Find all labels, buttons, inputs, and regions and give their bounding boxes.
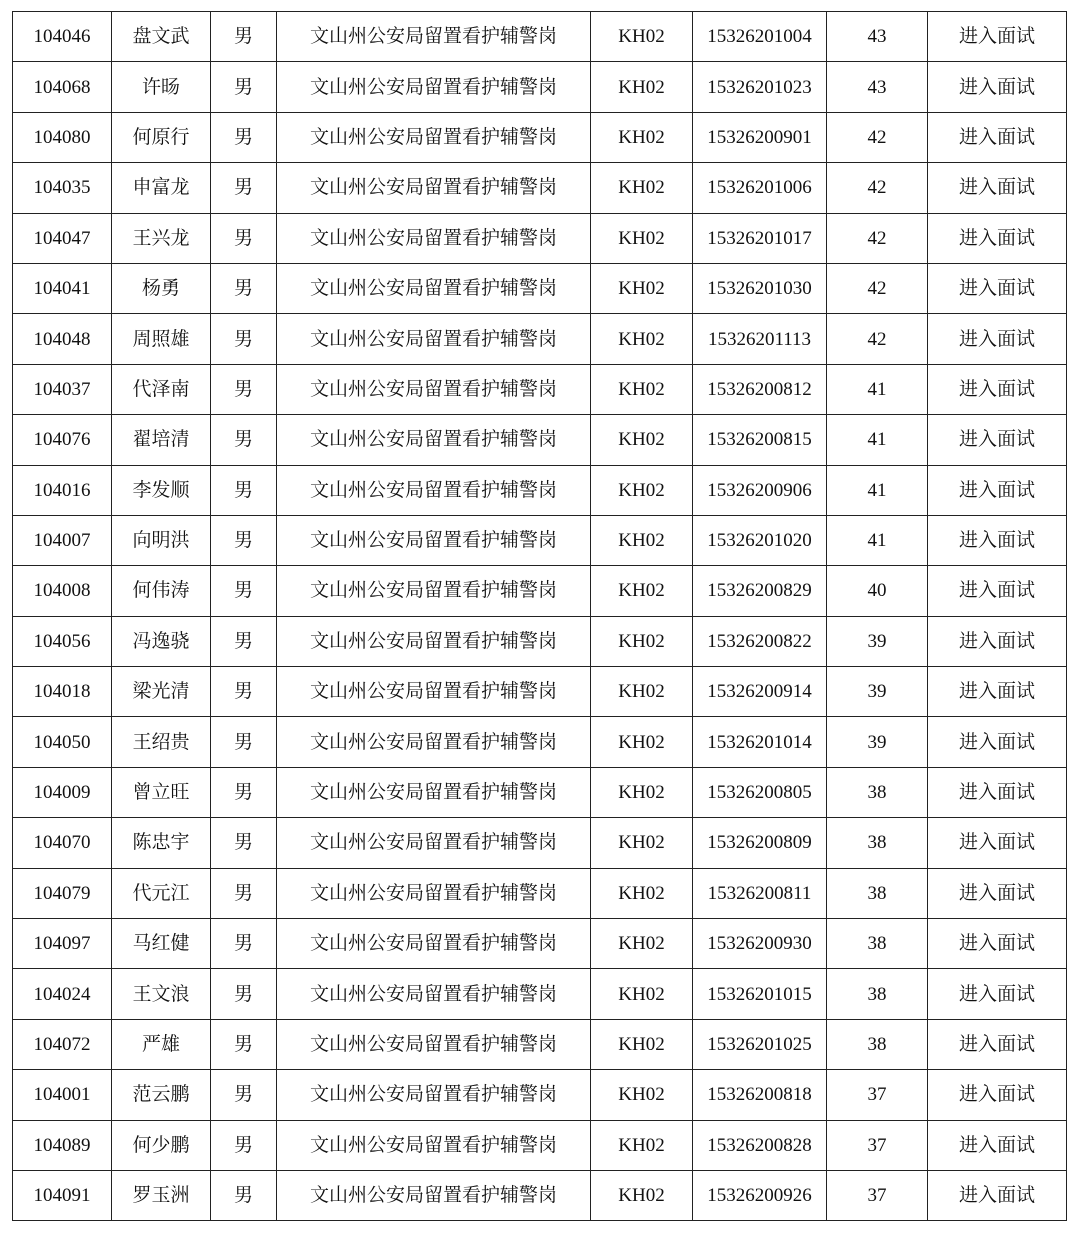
- table-row: [13, 767, 1067, 817]
- position-code-cell: KH02: [591, 969, 693, 1019]
- score-cell: 41: [827, 415, 928, 465]
- table-row: [13, 1170, 1067, 1220]
- gender-cell: 男: [211, 415, 277, 465]
- table-row: [13, 717, 1067, 767]
- candidate-name-cell: 代元江: [112, 868, 211, 918]
- candidate-id-cell: 104035: [13, 163, 112, 213]
- ticket-number-cell: 15326201020: [693, 515, 827, 565]
- candidate-name-cell: 王绍贵: [112, 717, 211, 767]
- status-cell: 进入面试: [928, 263, 1067, 313]
- ticket-number-cell: 15326201004: [693, 12, 827, 62]
- gender-cell: 男: [211, 1120, 277, 1170]
- table-row: [13, 1070, 1067, 1120]
- ticket-number-cell: 15326200811: [693, 868, 827, 918]
- position-cell: 文山州公安局留置看护辅警岗: [277, 1170, 591, 1220]
- ticket-number-cell: 15326200805: [693, 767, 827, 817]
- score-cell: 37: [827, 1070, 928, 1120]
- gender-cell: 男: [211, 566, 277, 616]
- candidate-name-cell: 周照雄: [112, 314, 211, 364]
- gender-cell: 男: [211, 1019, 277, 1069]
- gender-cell: 男: [211, 314, 277, 364]
- status-cell: 进入面试: [928, 566, 1067, 616]
- candidate-id-cell: 104097: [13, 919, 112, 969]
- status-cell: 进入面试: [928, 314, 1067, 364]
- table-row: [13, 919, 1067, 969]
- candidate-name-cell: 向明洪: [112, 515, 211, 565]
- status-cell: 进入面试: [928, 1070, 1067, 1120]
- score-cell: 39: [827, 667, 928, 717]
- status-cell: 进入面试: [928, 969, 1067, 1019]
- score-cell: 38: [827, 868, 928, 918]
- position-code-cell: KH02: [591, 163, 693, 213]
- score-cell: 38: [827, 1019, 928, 1069]
- status-cell: 进入面试: [928, 1170, 1067, 1220]
- status-cell: 进入面试: [928, 1120, 1067, 1170]
- candidate-name-cell: 曾立旺: [112, 767, 211, 817]
- position-cell: 文山州公安局留置看护辅警岗: [277, 667, 591, 717]
- ticket-number-cell: 15326201113: [693, 314, 827, 364]
- gender-cell: 男: [211, 767, 277, 817]
- candidate-name-cell: 何伟涛: [112, 566, 211, 616]
- candidate-id-cell: 104046: [13, 12, 112, 62]
- ticket-number-cell: 15326200822: [693, 616, 827, 666]
- ticket-number-cell: 15326200930: [693, 919, 827, 969]
- gender-cell: 男: [211, 1070, 277, 1120]
- ticket-number-cell: 15326201015: [693, 969, 827, 1019]
- position-cell: 文山州公安局留置看护辅警岗: [277, 112, 591, 162]
- candidate-name-cell: 何少鹏: [112, 1120, 211, 1170]
- status-cell: 进入面试: [928, 767, 1067, 817]
- score-cell: 38: [827, 767, 928, 817]
- position-code-cell: KH02: [591, 12, 693, 62]
- position-cell: 文山州公安局留置看护辅警岗: [277, 314, 591, 364]
- gender-cell: 男: [211, 717, 277, 767]
- table-row: [13, 465, 1067, 515]
- score-cell: 42: [827, 163, 928, 213]
- gender-cell: 男: [211, 616, 277, 666]
- score-cell: 41: [827, 465, 928, 515]
- ticket-number-cell: 15326200901: [693, 112, 827, 162]
- candidate-id-cell: 104068: [13, 62, 112, 112]
- status-cell: 进入面试: [928, 515, 1067, 565]
- candidate-name-cell: 罗玉洲: [112, 1170, 211, 1220]
- position-cell: 文山州公安局留置看护辅警岗: [277, 12, 591, 62]
- gender-cell: 男: [211, 969, 277, 1019]
- score-cell: 42: [827, 263, 928, 313]
- candidate-name-cell: 马红健: [112, 919, 211, 969]
- candidate-id-cell: 104076: [13, 415, 112, 465]
- status-cell: 进入面试: [928, 1019, 1067, 1069]
- status-cell: 进入面试: [928, 868, 1067, 918]
- status-cell: 进入面试: [928, 364, 1067, 414]
- score-cell: 41: [827, 364, 928, 414]
- table-row: [13, 515, 1067, 565]
- position-cell: 文山州公安局留置看护辅警岗: [277, 1120, 591, 1170]
- table-row: [13, 213, 1067, 263]
- candidate-id-cell: 104070: [13, 818, 112, 868]
- gender-cell: 男: [211, 62, 277, 112]
- score-cell: 41: [827, 515, 928, 565]
- gender-cell: 男: [211, 465, 277, 515]
- candidate-name-cell: 翟培清: [112, 415, 211, 465]
- position-code-cell: KH02: [591, 314, 693, 364]
- position-cell: 文山州公安局留置看护辅警岗: [277, 62, 591, 112]
- gender-cell: 男: [211, 163, 277, 213]
- candidate-id-cell: 104080: [13, 112, 112, 162]
- ticket-number-cell: 15326201006: [693, 163, 827, 213]
- candidate-id-cell: 104050: [13, 717, 112, 767]
- position-code-cell: KH02: [591, 566, 693, 616]
- candidate-name-cell: 李发顺: [112, 465, 211, 515]
- candidate-name-cell: 杨勇: [112, 263, 211, 313]
- candidate-id-cell: 104089: [13, 1120, 112, 1170]
- table-row: [13, 314, 1067, 364]
- position-cell: 文山州公安局留置看护辅警岗: [277, 364, 591, 414]
- table-row: [13, 112, 1067, 162]
- candidate-name-cell: 代泽南: [112, 364, 211, 414]
- table-row: [13, 1019, 1067, 1069]
- status-cell: 进入面试: [928, 163, 1067, 213]
- position-code-cell: KH02: [591, 667, 693, 717]
- position-code-cell: KH02: [591, 616, 693, 666]
- table-row: [13, 566, 1067, 616]
- position-cell: 文山州公安局留置看护辅警岗: [277, 1070, 591, 1120]
- position-code-cell: KH02: [591, 112, 693, 162]
- ticket-number-cell: 15326201017: [693, 213, 827, 263]
- table-row: [13, 12, 1067, 62]
- score-cell: 38: [827, 969, 928, 1019]
- position-code-cell: KH02: [591, 213, 693, 263]
- position-code-cell: KH02: [591, 767, 693, 817]
- candidate-id-cell: 104008: [13, 566, 112, 616]
- gender-cell: 男: [211, 515, 277, 565]
- score-cell: 37: [827, 1120, 928, 1170]
- table-row: [13, 667, 1067, 717]
- position-code-cell: KH02: [591, 1120, 693, 1170]
- score-cell: 42: [827, 112, 928, 162]
- position-code-cell: KH02: [591, 465, 693, 515]
- status-cell: 进入面试: [928, 62, 1067, 112]
- status-cell: 进入面试: [928, 717, 1067, 767]
- ticket-number-cell: 15326201014: [693, 717, 827, 767]
- position-code-cell: KH02: [591, 717, 693, 767]
- ticket-number-cell: 15326200914: [693, 667, 827, 717]
- status-cell: 进入面试: [928, 919, 1067, 969]
- status-cell: 进入面试: [928, 465, 1067, 515]
- position-code-cell: KH02: [591, 364, 693, 414]
- table-row: [13, 616, 1067, 666]
- position-code-cell: KH02: [591, 1070, 693, 1120]
- gender-cell: 男: [211, 213, 277, 263]
- position-cell: 文山州公安局留置看护辅警岗: [277, 616, 591, 666]
- status-cell: 进入面试: [928, 667, 1067, 717]
- position-cell: 文山州公安局留置看护辅警岗: [277, 163, 591, 213]
- candidate-name-cell: 王兴龙: [112, 213, 211, 263]
- gender-cell: 男: [211, 112, 277, 162]
- position-code-cell: KH02: [591, 415, 693, 465]
- position-cell: 文山州公安局留置看护辅警岗: [277, 515, 591, 565]
- candidate-name-cell: 何原行: [112, 112, 211, 162]
- candidate-id-cell: 104056: [13, 616, 112, 666]
- candidate-name-cell: 冯逸骁: [112, 616, 211, 666]
- ticket-number-cell: 15326200906: [693, 465, 827, 515]
- table-row: [13, 62, 1067, 112]
- candidate-id-cell: 104009: [13, 767, 112, 817]
- position-cell: 文山州公安局留置看护辅警岗: [277, 818, 591, 868]
- candidate-name-cell: 许旸: [112, 62, 211, 112]
- gender-cell: 男: [211, 667, 277, 717]
- table-row: [13, 868, 1067, 918]
- table-row: [13, 163, 1067, 213]
- score-cell: 43: [827, 62, 928, 112]
- table-row: [13, 263, 1067, 313]
- score-cell: 38: [827, 919, 928, 969]
- position-cell: 文山州公安局留置看护辅警岗: [277, 969, 591, 1019]
- ticket-number-cell: 15326200818: [693, 1070, 827, 1120]
- score-cell: 39: [827, 717, 928, 767]
- position-cell: 文山州公安局留置看护辅警岗: [277, 1019, 591, 1069]
- candidate-id-cell: 104072: [13, 1019, 112, 1069]
- candidate-name-cell: 严雄: [112, 1019, 211, 1069]
- gender-cell: 男: [211, 263, 277, 313]
- position-code-cell: KH02: [591, 868, 693, 918]
- position-cell: 文山州公安局留置看护辅警岗: [277, 919, 591, 969]
- score-cell: 40: [827, 566, 928, 616]
- candidate-id-cell: 104024: [13, 969, 112, 1019]
- gender-cell: 男: [211, 919, 277, 969]
- status-cell: 进入面试: [928, 112, 1067, 162]
- gender-cell: 男: [211, 818, 277, 868]
- position-cell: 文山州公安局留置看护辅警岗: [277, 767, 591, 817]
- table-row: [13, 364, 1067, 414]
- ticket-number-cell: 15326201030: [693, 263, 827, 313]
- candidate-id-cell: 104001: [13, 1070, 112, 1120]
- gender-cell: 男: [211, 1170, 277, 1220]
- position-cell: 文山州公安局留置看护辅警岗: [277, 415, 591, 465]
- candidate-name-cell: 陈忠宇: [112, 818, 211, 868]
- table-row: [13, 415, 1067, 465]
- score-cell: 42: [827, 314, 928, 364]
- candidate-name-cell: 梁光清: [112, 667, 211, 717]
- table-row: [13, 818, 1067, 868]
- position-cell: 文山州公安局留置看护辅警岗: [277, 717, 591, 767]
- position-code-cell: KH02: [591, 1019, 693, 1069]
- ticket-number-cell: 15326200812: [693, 364, 827, 414]
- candidate-id-cell: 104079: [13, 868, 112, 918]
- position-cell: 文山州公安局留置看护辅警岗: [277, 465, 591, 515]
- status-cell: 进入面试: [928, 12, 1067, 62]
- candidate-id-cell: 104016: [13, 465, 112, 515]
- candidate-name-cell: 王文浪: [112, 969, 211, 1019]
- candidate-name-cell: 范云鹏: [112, 1070, 211, 1120]
- status-cell: 进入面试: [928, 415, 1067, 465]
- candidate-id-cell: 104091: [13, 1170, 112, 1220]
- gender-cell: 男: [211, 364, 277, 414]
- score-cell: 43: [827, 12, 928, 62]
- position-code-cell: KH02: [591, 1170, 693, 1220]
- ticket-number-cell: 15326201023: [693, 62, 827, 112]
- score-cell: 38: [827, 818, 928, 868]
- ticket-number-cell: 15326200815: [693, 415, 827, 465]
- status-cell: 进入面试: [928, 818, 1067, 868]
- gender-cell: 男: [211, 12, 277, 62]
- table-row: [13, 969, 1067, 1019]
- ticket-number-cell: 15326200829: [693, 566, 827, 616]
- position-code-cell: KH02: [591, 62, 693, 112]
- ticket-number-cell: 15326200926: [693, 1170, 827, 1220]
- score-cell: 39: [827, 616, 928, 666]
- candidate-id-cell: 104037: [13, 364, 112, 414]
- candidate-name-cell: 申富龙: [112, 163, 211, 213]
- score-cell: 42: [827, 213, 928, 263]
- score-cell: 37: [827, 1170, 928, 1220]
- ticket-number-cell: 15326200809: [693, 818, 827, 868]
- candidate-id-cell: 104048: [13, 314, 112, 364]
- position-cell: 文山州公安局留置看护辅警岗: [277, 263, 591, 313]
- position-code-cell: KH02: [591, 515, 693, 565]
- position-cell: 文山州公安局留置看护辅警岗: [277, 566, 591, 616]
- position-cell: 文山州公安局留置看护辅警岗: [277, 213, 591, 263]
- candidate-id-cell: 104047: [13, 213, 112, 263]
- candidate-id-cell: 104041: [13, 263, 112, 313]
- position-code-cell: KH02: [591, 919, 693, 969]
- results-table: [12, 11, 1067, 1221]
- candidate-id-cell: 104018: [13, 667, 112, 717]
- status-cell: 进入面试: [928, 213, 1067, 263]
- status-cell: 进入面试: [928, 616, 1067, 666]
- gender-cell: 男: [211, 868, 277, 918]
- candidate-id-cell: 104007: [13, 515, 112, 565]
- position-cell: 文山州公安局留置看护辅警岗: [277, 868, 591, 918]
- position-code-cell: KH02: [591, 263, 693, 313]
- ticket-number-cell: 15326201025: [693, 1019, 827, 1069]
- table-row: [13, 1120, 1067, 1170]
- position-code-cell: KH02: [591, 818, 693, 868]
- ticket-number-cell: 15326200828: [693, 1120, 827, 1170]
- table-body: [13, 12, 1067, 1221]
- candidate-name-cell: 盘文武: [112, 12, 211, 62]
